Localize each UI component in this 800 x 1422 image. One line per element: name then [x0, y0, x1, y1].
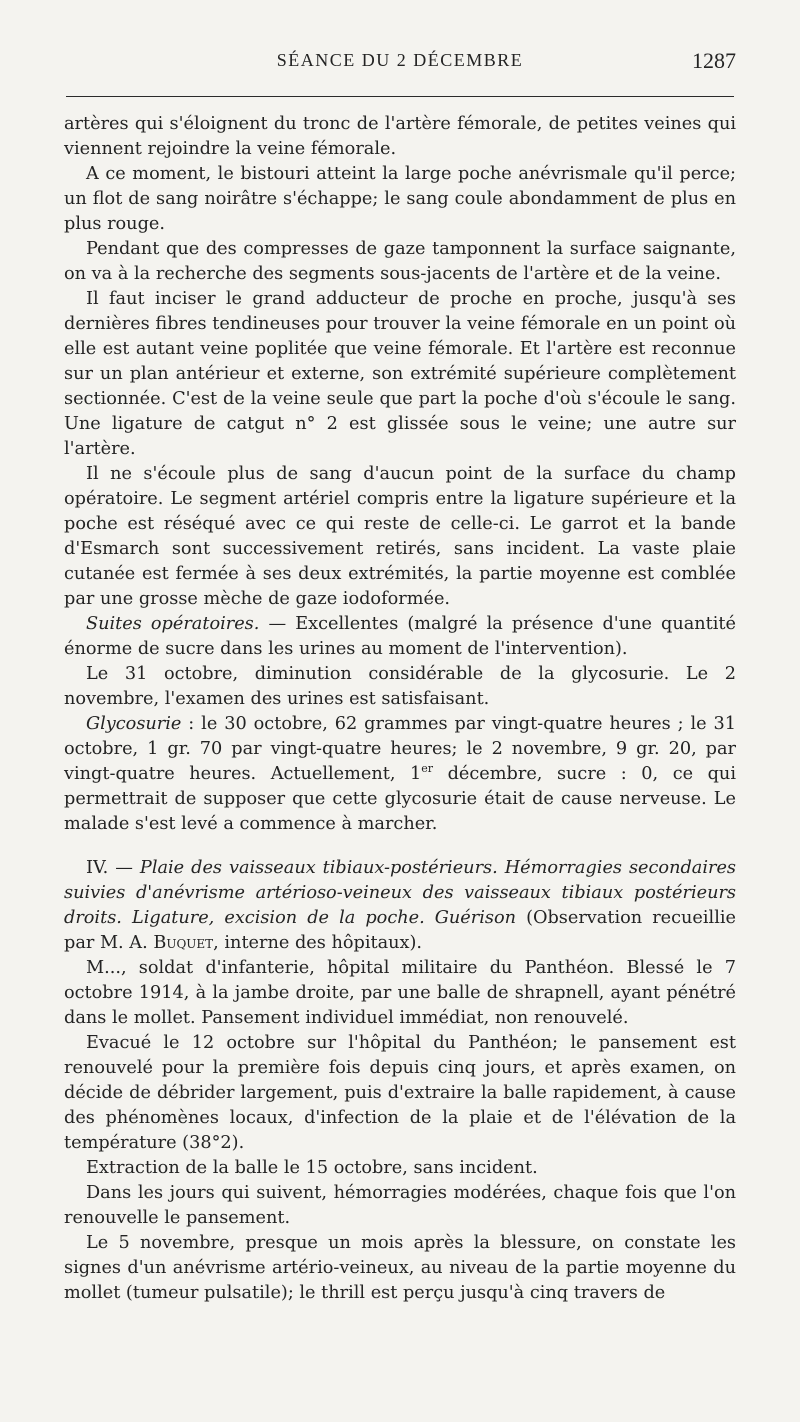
section-observation: (Observation recueillie par M. A.: [64, 908, 736, 953]
header-rule: [66, 96, 734, 97]
suites-label: Suites opératoires.: [86, 614, 260, 634]
running-title: SÉANCE DU 2 DÉCEMBRE: [276, 50, 524, 70]
glycosurie-text-b: décembre, sucre : 0, ce qui permettrait de supposer que cette glycosurie était de cause nerveuse. Le malade s'est levé a commence à marcher.: [64, 764, 736, 834]
paragraph-13: Le 5 novembre, presque un mois après la blessure, on constate les signes d'un anévrisme artério-veineux, au niveau de la partie moyenne du mollet (tumeur pulsatile); le thrill est perçu jusqu'à cinq travers de: [64, 1233, 736, 1303]
paragraph-2: A ce moment, le bistouri atteint la large poche anévrismale qu'il perce; un flot de sang noirâtre s'échappe; le sang coule abondamment de plus en plus rouge.: [64, 164, 736, 234]
section-number: IV. —: [86, 858, 140, 878]
glycosurie-label: Glycosurie: [86, 714, 182, 734]
paragraph-7: Le 31 octobre, diminution considérable de la glycosurie. Le 2 novembre, l'examen des urines est satisfaisant.: [64, 664, 736, 709]
paragraph-1: artères qui s'éloignent du tronc de l'artère fémorale, de petites veines qui viennent rejoindre la veine fémorale.: [64, 114, 736, 159]
section-author: Buquet: [153, 933, 214, 953]
glycosurie-text-a: : le 30 octobre, 62 grammes par vingt-quatre heures ; le 31 octobre, 1 gr. 70 par vingt-quatre heures; le 2 novembre, 9 gr. 20, par vingt-quatre heures. Actuellement, 1: [64, 714, 736, 784]
page-number: 1287: [692, 48, 736, 73]
paragraph-12: Dans les jours qui suivent, hémorragies modérées, chaque fois que l'on renouvelle le pansement.: [64, 1183, 736, 1228]
paragraph-11: Extraction de la balle le 15 octobre, sans incident.: [86, 1158, 538, 1178]
paragraph-glycosurie: [64, 712, 736, 837]
page-header: [64, 50, 736, 80]
superscript-er: er: [421, 762, 434, 776]
paragraph-3: Pendant que des compresses de gaze tamponnent la surface saignante, on va à la recherche des segments sous-jacents de l'artère et de la veine.: [64, 239, 736, 284]
section-title: Plaie des vaisseaux tibiaux-postérieurs. Hémorragies secondaires suivies d'anévrisme artérioso-veineux des vaisseaux tibiaux postérieurs droits. Ligature, excision de la poche. Guérison: [64, 858, 736, 928]
paragraph-9: M..., soldat d'infanterie, hôpital militaire du Panthéon. Blessé le 7 octobre 1914, à la jambe droite, par une balle de shrapnell, ayant pénétré dans le mollet. Pansement individuel immédiat, non renouvelé.: [64, 958, 736, 1028]
paragraph-4: Il faut inciser le grand adducteur de proche en proche, jusqu'à ses dernières fibres tendineuses pour trouver la veine fémorale en un point où elle est autant veine poplitée que veine fémorale. Et l'artère est reconnue sur un plan antérieur et externe, son extrémité supérieure complètement sectionnée. C'est de la veine seule que part la poche d'où s'écoule le sang. Une ligature de catgut n° 2 est glissée sous le veine; une autre sur l'artère.: [64, 289, 736, 459]
suites-text: — Excellentes (malgré la présence d'une quantité énorme de sucre dans les urines au moment de l'intervention).: [64, 614, 736, 659]
paragraph-5: Il ne s'écoule plus de sang d'aucun point de la surface du champ opératoire. Le segment artériel compris entre la ligature supérieure et la poche est réséqué avec ce qui reste de celle-ci. Le garrot et la bande d'Esmarch sont successivement retirés, sans incident. La vaste plaie cutanée est fermée à ses deux extrémités, la partie moyenne est comblée par une grosse mèche de gaze iodoformée.: [64, 464, 736, 609]
paragraph-suites: [64, 612, 736, 662]
paragraph-10: Evacué le 12 octobre sur l'hôpital du Panthéon; le pansement est renouvelé pour la première fois depuis cinq jours, et après examen, on décide de débrider largement, puis d'extraire la balle rapidement, à cause des phénomènes locaux, d'infection de la plaie et de l'élévation de la température (38°2).: [64, 1033, 736, 1153]
body-text: [64, 112, 736, 1306]
section-heading-iv: [64, 856, 736, 956]
section-tail: , interne des hôpitaux).: [213, 933, 423, 953]
